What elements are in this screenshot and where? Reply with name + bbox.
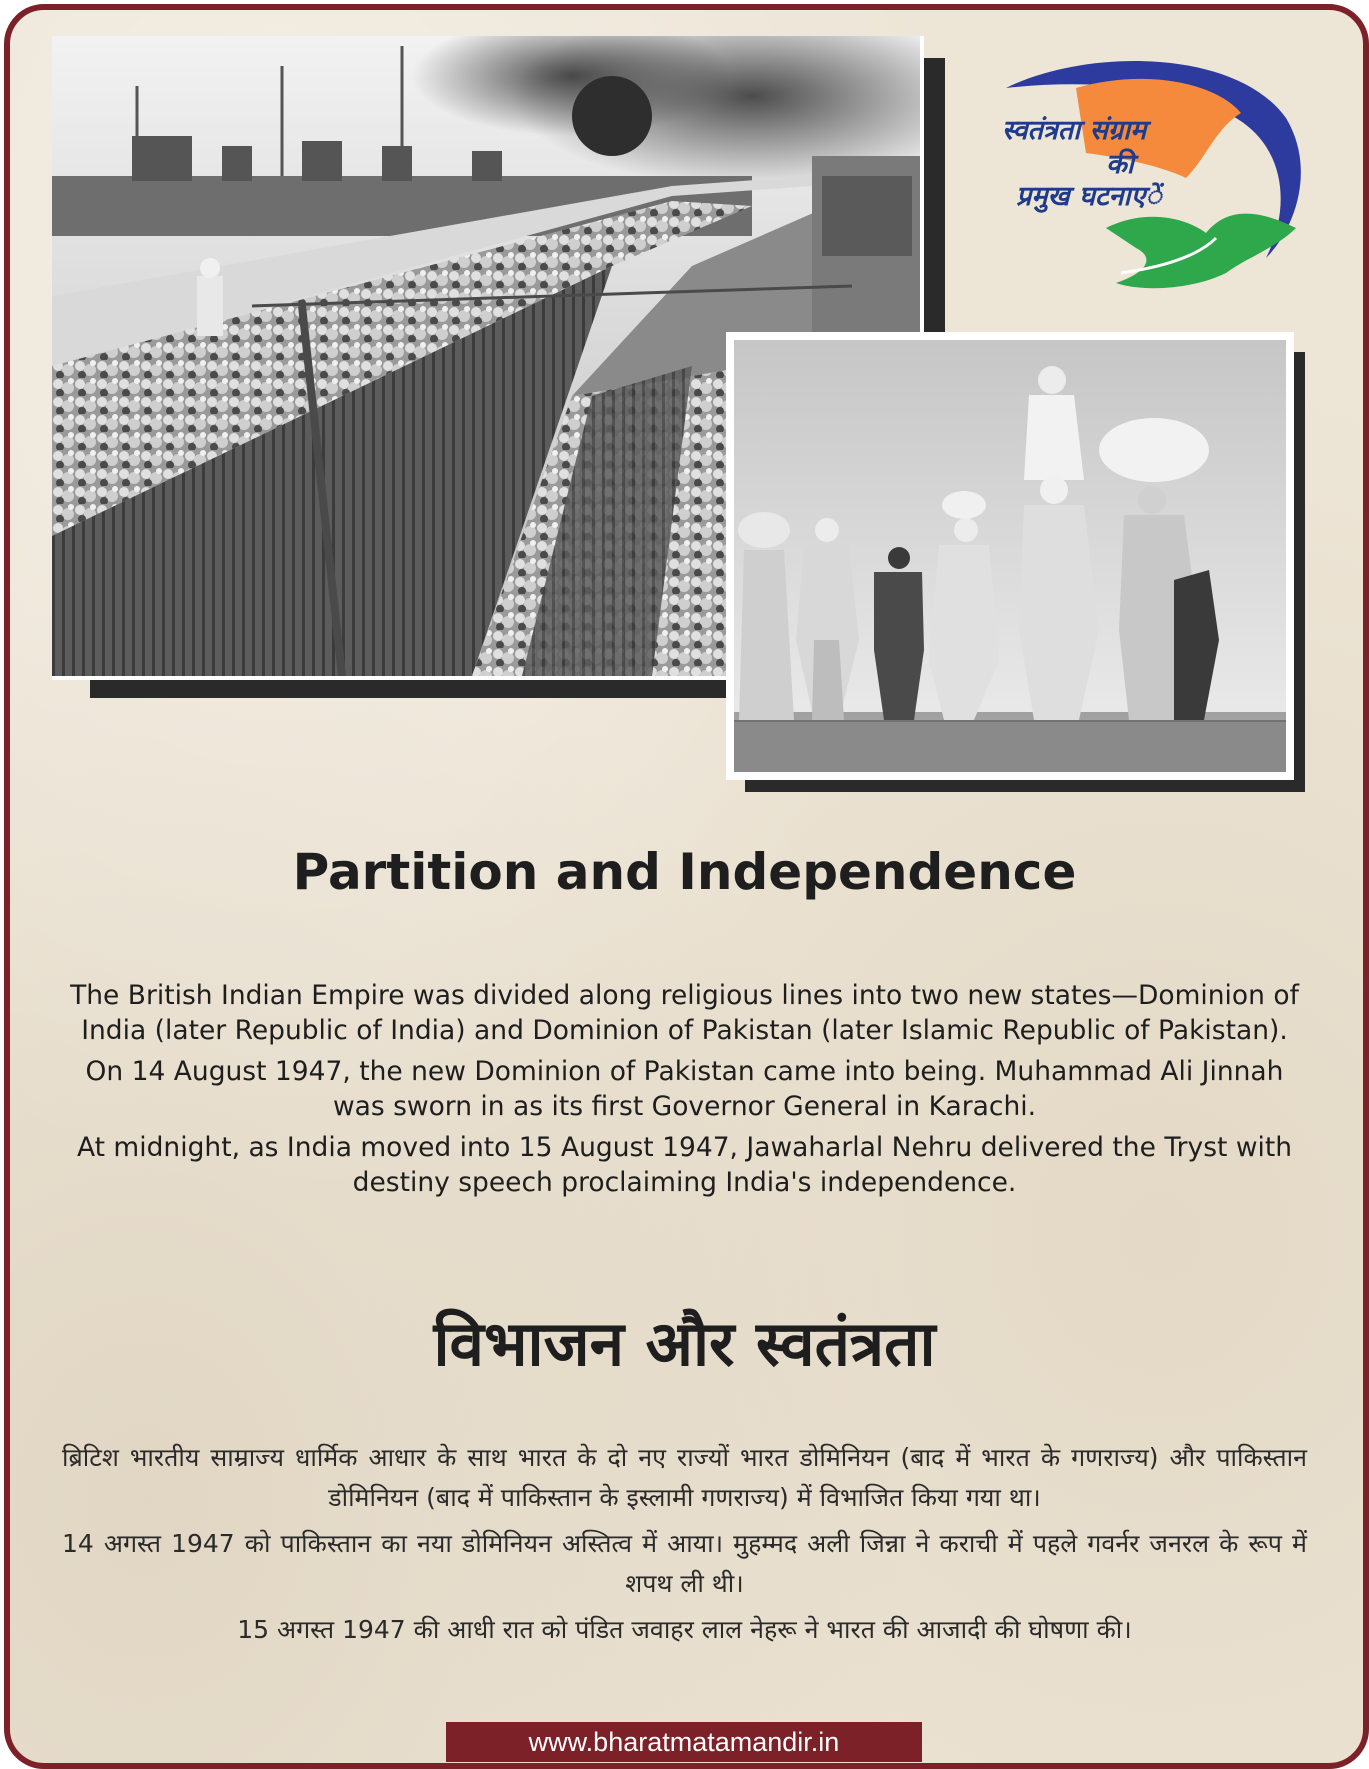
logo-line-3: प्रमुख घटनाएें <box>1016 181 1162 212</box>
english-paragraph: At midnight, as India moved into 15 August 1947, Jawaharlal Nehru delivered the Tryst with destiny speech proclaiming India's independence. <box>76 1132 1293 1198</box>
logo-line-2: की <box>1106 149 1134 180</box>
refugees-walking-photo <box>726 332 1294 780</box>
english-paragraph: On 14 August 1947, the new Dominion of Pakistan came into being. Muhammad Ali Jinnah was sworn in as its first Governor General in Karachi. <box>85 1056 1284 1122</box>
hindi-paragraph: 14 अगस्त 1947 को पाकिस्तान का नया डोमिनियन अस्तित्व में आया। मुहम्मद अली जिन्ना ने कराची में पहले गवर्नर जनरल के रूप में शपथ ली थी। <box>62 1529 1307 1598</box>
english-title: Partition and Independence <box>292 843 1077 901</box>
logo-line-1: स्वतंत्रता संग्राम <box>1002 115 1147 146</box>
hindi-body <box>62 1438 1307 1656</box>
english-body <box>70 978 1299 1206</box>
hindi-paragraph: ब्रिटिश भारतीय साम्राज्य धार्मिक आधार के साथ भारत के दो नए राज्यों भारत डोमिनियन (बाद में भारत के गणराज्य) और पाकिस्तान डोमिनियन (बाद में पाकिस्तान के इस्लामी गणराज्य) में विभाजित किया गया था। <box>62 1443 1307 1512</box>
freedom-struggle-logo <box>996 58 1326 298</box>
english-paragraph: The British Indian Empire was divided along religious lines into two new states—Dominion of India (later Republic of India) and Dominion of Pakistan (later Islamic Republic of Pakistan). <box>70 980 1299 1046</box>
hindi-title: विभाजन और स्वतंत्रता <box>433 1307 936 1380</box>
hindi-paragraph: 15 अगस्त 1947 की आधी रात को पंडित जवाहर लाल नेहरू ने भारत की आजादी की घोषणा की। <box>237 1615 1132 1644</box>
website-url[interactable]: www.bharatmatamandir.in <box>446 1722 922 1762</box>
